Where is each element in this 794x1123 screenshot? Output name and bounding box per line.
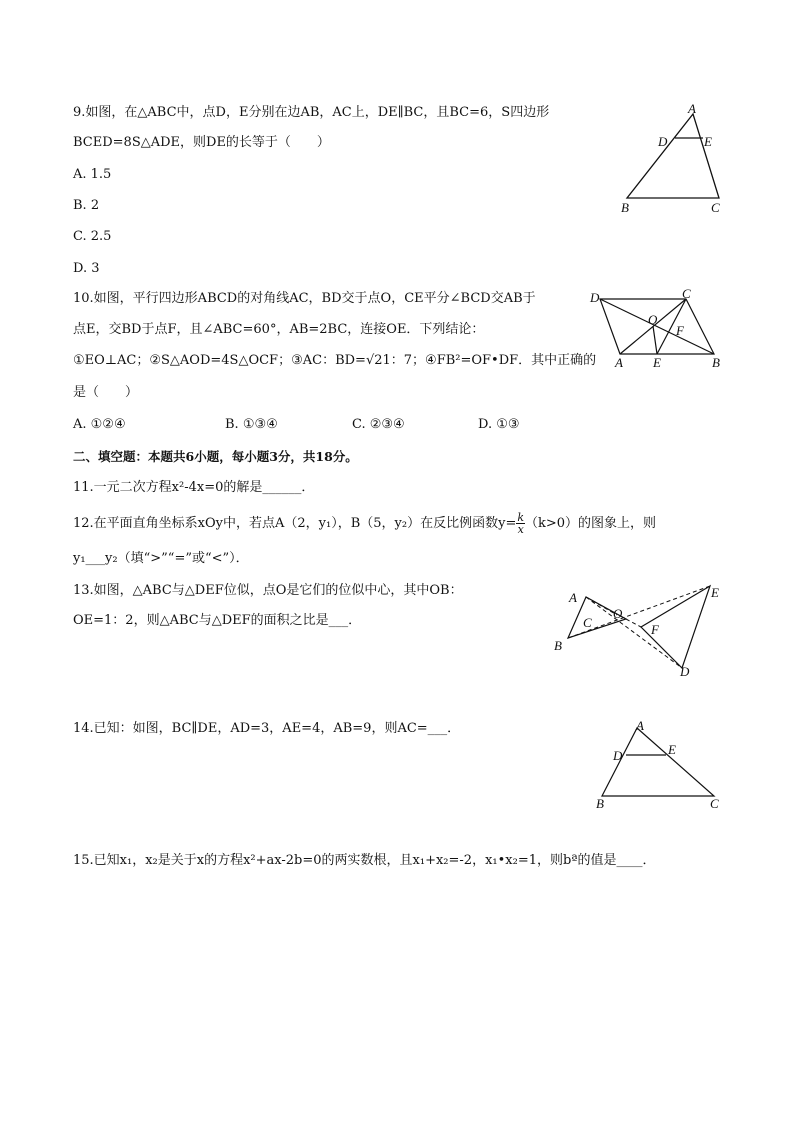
q9-line2: BCED=8S△ADE，则DE的长等于（ ） [73, 135, 330, 150]
q14-label-c: C [710, 796, 719, 811]
q13-homothety-figure [550, 582, 730, 682]
q13-label-e: E [711, 585, 719, 600]
q12-line1-suffix: （k>0）的图象上，则 [525, 516, 657, 531]
q13-label-o: O [613, 606, 623, 621]
q14-label-d: D [613, 748, 623, 763]
section-heading-fill-in: 二、填空题：本题共6小题，每小题3分，共18分。 [73, 449, 358, 464]
q13-line1: 13.如图，△ABC与△DEF位似，点O是它们的位似中心，其中OB： [73, 583, 463, 598]
q10-line2: 点E，交BD于点F，且∠ABC=60°，AB=2BC，连接OE．下列结论： [73, 322, 485, 337]
q10-line4: 是（ ） [73, 385, 139, 400]
q13-label-f: F [651, 622, 659, 637]
q13-label-c: C [583, 615, 592, 630]
q13-line2: OE=1：2，则△ABC与△DEF的面积之比是___． [73, 613, 362, 628]
q9-option-d[interactable]: D. 3 [73, 261, 100, 276]
q10-option-c[interactable]: C. ②③④ [352, 417, 405, 432]
q13-label-d: D [680, 664, 690, 679]
q10-label-c: C [682, 286, 691, 301]
q9-label-a: A [688, 101, 696, 116]
q12-line1 [73, 512, 656, 535]
q9-line1: 9.如图，在△ABC中，点D，E分别在边AB，AC上，DE∥BC，且BC=6，S四边形 [73, 105, 550, 120]
q14-triangle-figure [592, 718, 727, 814]
q9-label-d: D [658, 134, 668, 149]
q9-option-b[interactable]: B. 2 [73, 198, 100, 213]
q9-option-c[interactable]: C. 2.5 [73, 229, 112, 244]
q13-label-b: B [554, 638, 562, 653]
q10-label-a: A [615, 355, 623, 370]
q10-option-d[interactable]: D. ①③ [478, 417, 520, 432]
q11-text: 11.一元二次方程x²-4x=0的解是______． [73, 480, 315, 495]
q10-line1: 10.如图，平行四边形ABCD的对角线AC，BD交于点O，CE平分∠BCD交AB于 [73, 291, 536, 306]
q15-text: 15.已知x₁，x₂是关于x的方程x²+ax-2b=0的两实数根，且x₁+x₂=-2，x₁•x₂=1，则bª的值是____． [73, 853, 656, 868]
q10-line3: ①EO⊥AC；②S△AOD=4S△OCF；③AC：BD=√21：7；④FB²=OF•DF．其中正确的 [73, 353, 597, 368]
q10-option-a[interactable]: A. ①②④ [73, 417, 126, 432]
q14-label-e: E [668, 742, 676, 757]
q10-parallelogram-figure [588, 288, 728, 372]
q10-label-b: B [712, 355, 720, 370]
q12-line1-prefix: 12.在平面直角坐标系xOy中，若点A（2，y₁），B（5，y₂）在反比例函数y= [73, 516, 517, 531]
q12-fraction-denominator: x [517, 523, 524, 536]
q13-label-a: A [569, 590, 577, 605]
q10-label-e: E [653, 355, 661, 370]
q10-option-b[interactable]: B. ①③④ [225, 417, 278, 432]
q14-label-b: B [596, 796, 604, 811]
q12-line2: y₁___y₂（填“>”“=”或“<”）． [73, 551, 249, 566]
q10-label-o: O [648, 312, 658, 327]
q9-label-c: C [711, 200, 720, 215]
q10-label-d: D [590, 290, 600, 305]
q9-option-a[interactable]: A. 1.5 [73, 167, 112, 182]
q12-fraction-numerator: k [517, 511, 525, 524]
q14-label-a: A [636, 718, 644, 733]
q14-line1: 14.已知：如图，BC∥DE，AD=3，AE=4，AB=9，则AC=___． [73, 721, 461, 736]
q9-label-b: B [621, 200, 629, 215]
q9-label-e: E [704, 134, 712, 149]
q12-fraction [516, 512, 525, 535]
q10-label-f: F [676, 323, 684, 338]
q9-triangle-figure [615, 100, 735, 218]
